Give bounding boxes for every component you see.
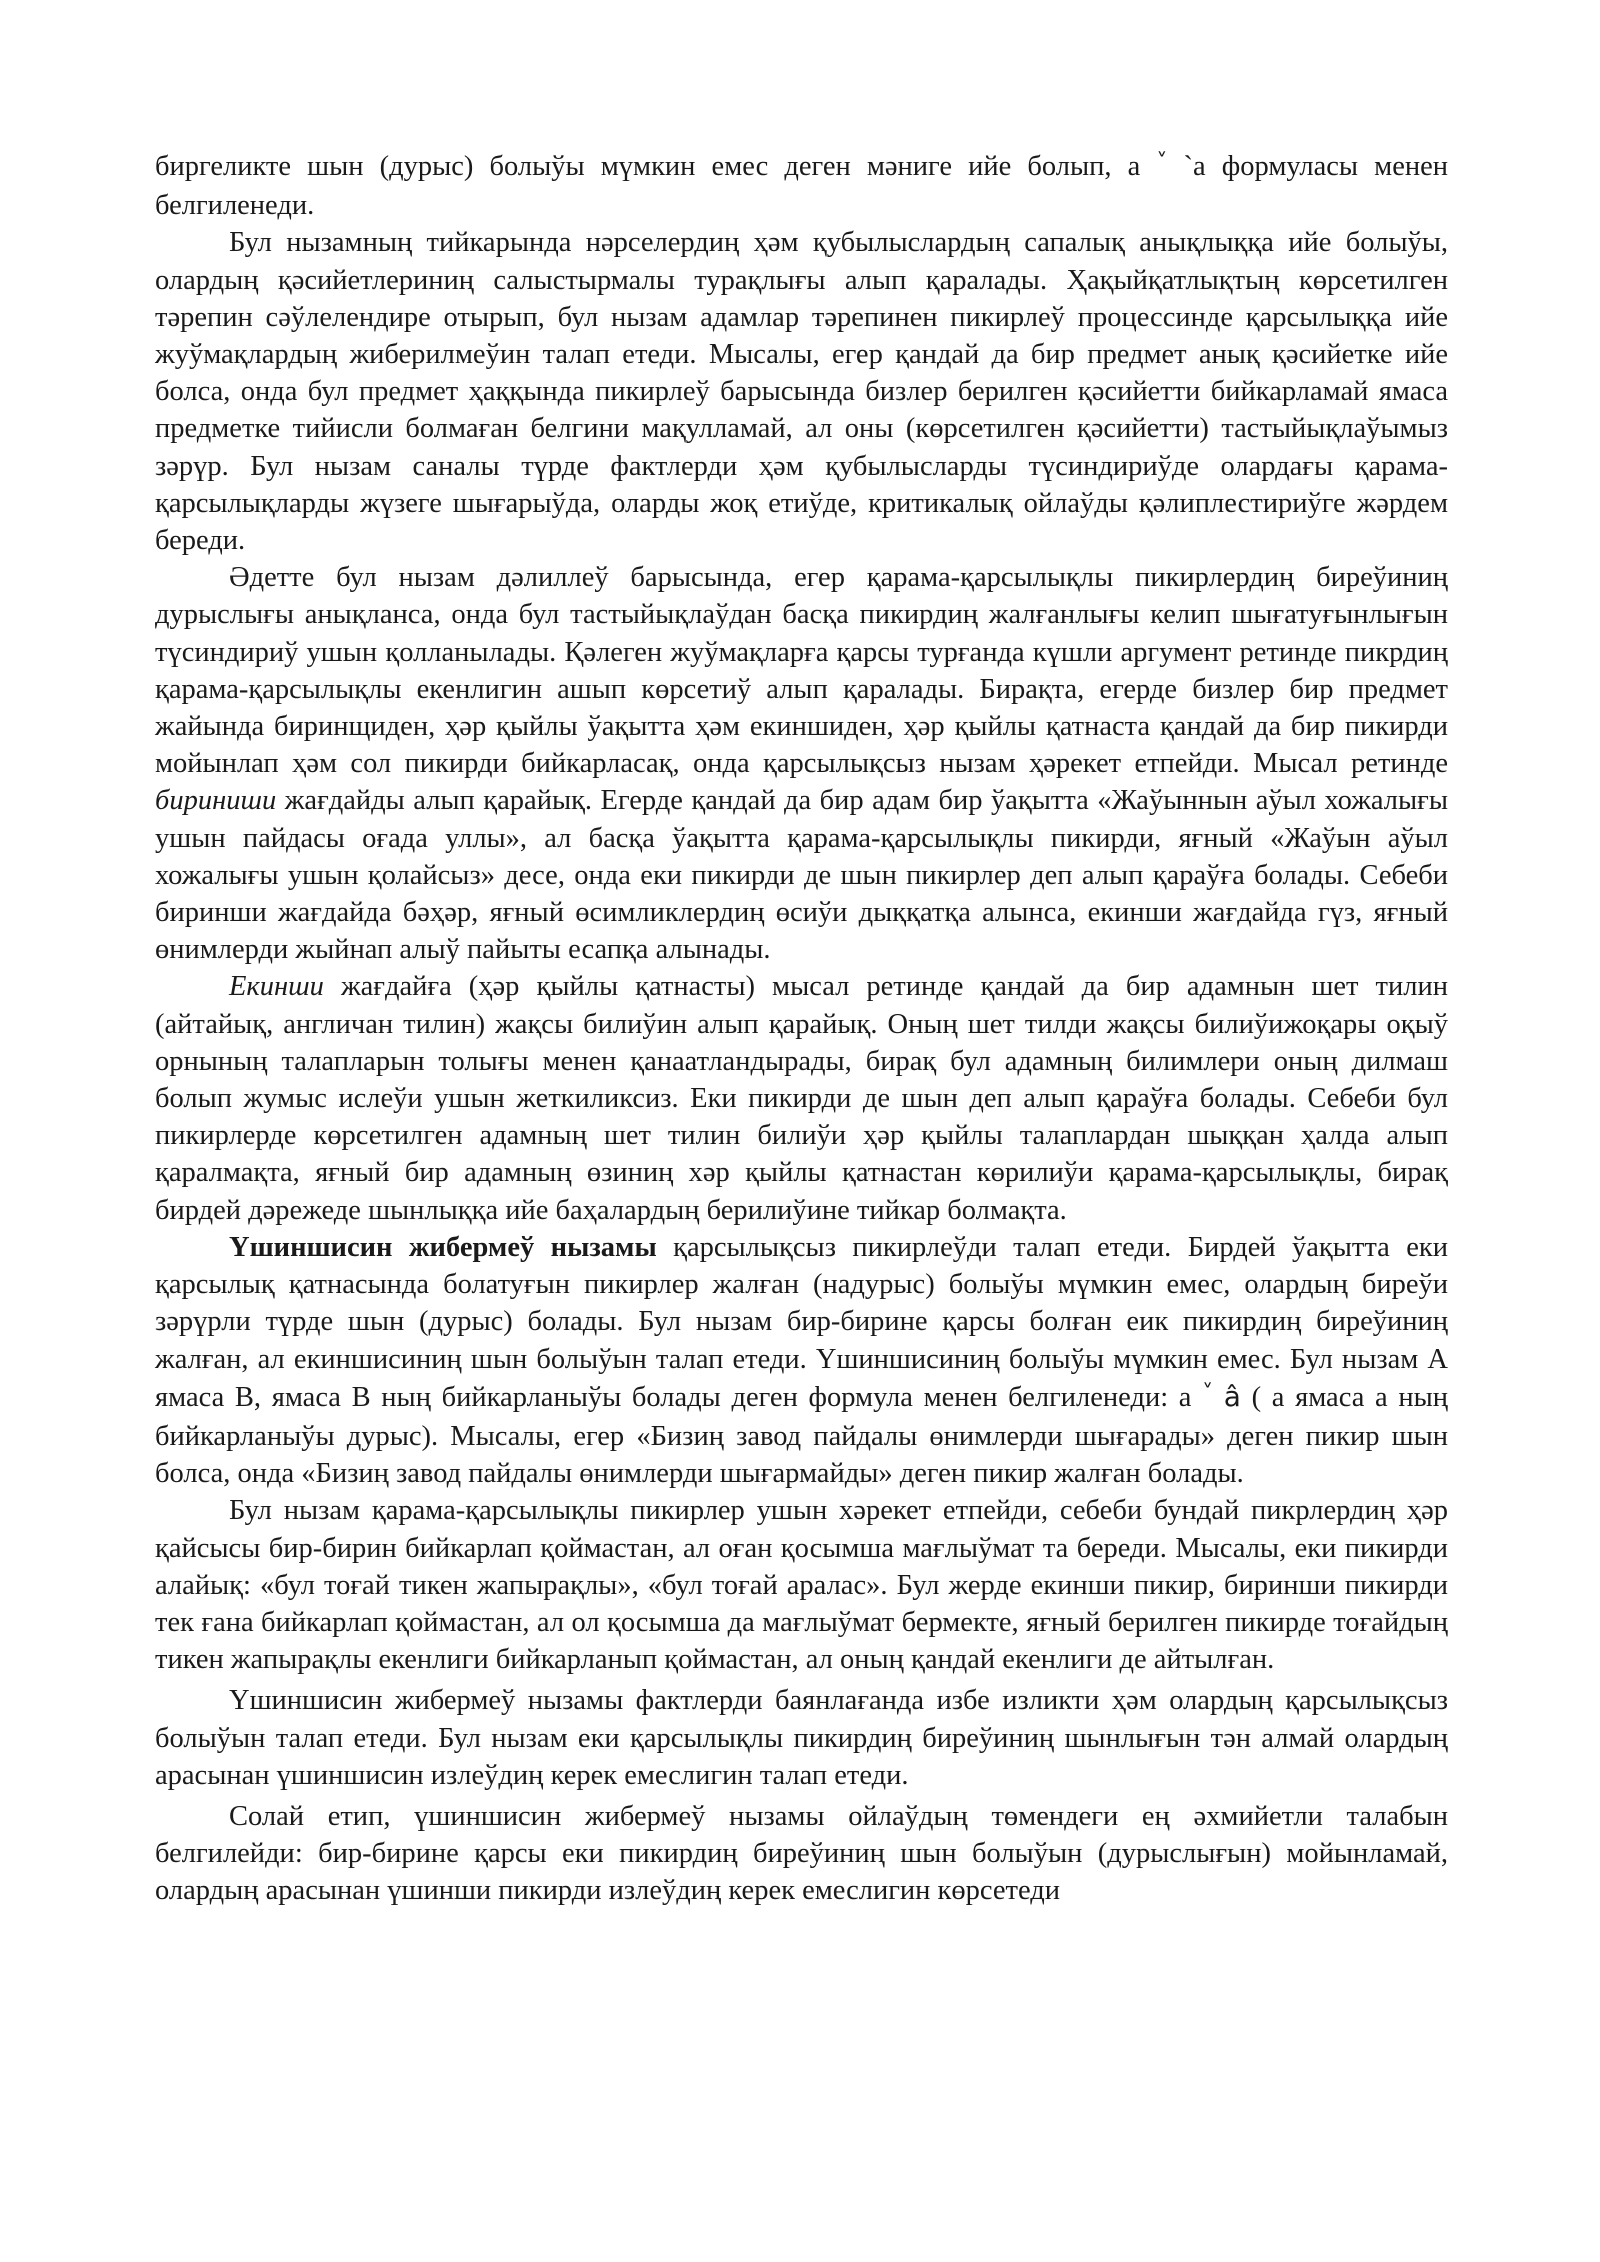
paragraph-2: Бул нызамның тийкарында нәрселердиң ҳәм қубылыслардың сапалық анықлыққа ийе болыўы, олардың қәсийетлериниң салыстырмалы турақлығы алып қаралады. Ҳақыйқатлықтың көрсетилген тәрепин сәўлелендире отырып, бул нызам адамлар тәрепинен пикирлеў процессинде қарсылыққа ийе жуўмақлардың жиберилмеўин талап етеди. Мысалы, егер қандай да бир предмет анық қәсийетке ийе болса, онда бул предмет ҳаққында пикирлеў барысында бизлер берилген қәсийетти бийкарламай ямаса предметке тийисли болмаған белгини мақулламай, ал оны (көрсетилген қәсийетти) тастыйықлаўымыз зәрүр. Бул нызам саналы түрде фактлерди ҳәм қубылысларды түсиндириўде олардағы қарама-қарсылықларды жүзеге шығарыўда, оларды жоқ етиўде, критикалық ойлаўды қәлиплестириўге жәрдем береди.: [155, 227, 1448, 557]
paragraph-3: [155, 559, 1448, 968]
paragraph-3-end: жағдайды алып қарайық. Егерде қандай да бир адам бир ўақытта «Жаўыннын аўыл хожалығы ушын пайдасы оғада уллы», ал басқа ўақытта қарама-қарсылықлы пикирди, яғный «Жаўын аўыл хожалығы ушын қолайсыз» десе, онда еки пикирди де шын пикирлер деп алып қараўға болады. Себеби биринши жағдайда бәҳәр, яғный өсимликлердиң өсиўи дыққатқа алынса, екинши жағдайда гүз, яғный өнимлерди жыйнап алыў пайыты есапқа алынады.: [155, 785, 1448, 966]
paragraph-5-text: қарсылықсыз пикирлеўди талап етеди. Бирдей ўақытта еки қарсылық қатнасында болатуғын пикирлер жалған (надурыс) болыўы мүмкин емес, олардың биреўи зәрүрли түрде шын (дурыс) болады. Бул нызам бир-бирине қарсы болған еик пикирдиң биреўиниң жалған, ал екиншисиниң шын болыўын талап етеди. Үшиншисиниң болыўы мүмкин емес. Бул нызам А ямаса В, ямаса В ның бийкарланыўы болады деген формула менен белгиленеди: а: [155, 1231, 1448, 1413]
paragraph-6: Бул нызам қарама-қарсылықлы пикирлер ушын хәрекет етпейди, себеби бундай пикрлердиң ҳәр қайсысы бир-бирин бийкарлап қоймастан, ал оған қосымша мағлыўмат та береди. Мысалы, еки пикирди алайық: «бул тоғай тикен жапырақлы», «бул тоғай аралас». Бул жерде екинши пикир, биринши пикирди тек ғана бийкарлап қоймастан, ал ол қосымша да мағлыўмат бермекте, яғный берилген пикирде тоғайдың тикен жапырақлы екенлиги бийкарланып қоймастан, ал оның қандай екенлиги де айтылған.: [155, 1495, 1448, 1676]
law-term-heading: Үшиншисин жибермеў нызамы: [229, 1231, 657, 1263]
paragraph-1-text: биргеликте шын (дурыс) болыўы мүмкин емес деген мәниге ийе болып, а: [155, 151, 1157, 182]
negation-symbol: â: [1223, 1379, 1241, 1413]
disjunction-symbol: ˅: [1156, 150, 1168, 175]
document-page: [155, 148, 1448, 1910]
paragraph-8: Солай етип, үшиншисин жибермеў нызамы ойлаўдың төмендеги ең әхмийетли талабын белгилейди: бир-бирине қарсы еки пикирдиң биреўиниң шын болыўын (дурыслығын) мойынламай, олардың арасынан үшинши пикирди излеўдиң керек емеслигин көрсетеди: [155, 1800, 1448, 1907]
paragraph-4: [155, 968, 1448, 1228]
paragraph-3-emphasis: бириниши: [155, 785, 277, 817]
paragraph-4-emphasis: Екинши: [229, 971, 324, 1003]
paragraph-5: [155, 1229, 1448, 1492]
paragraph-1-end: `а формуласы менен белгиленеди.: [155, 151, 1449, 222]
paragraph-1: [155, 148, 1448, 224]
paragraph-7: Үшиншисин жибермеў нызамы фактлерди баянлағанда избе изликти ҳәм олардың қарсылықсыз болыўын талап етеди. Бул нызам еки қарсылықлы пикирдиң биреўиниң шынлығын тән алмай олардың арасынан үшиншисин излеўдиң керек емеслигин талап етеди.: [155, 1685, 1448, 1791]
paragraph-5-end: ( а ямаса а ның бийкарланыўы дурыс). Мысалы, егер «Бизиң завод пайдалы өнимлерди шығарады» деген пикир шын болса, онда «Бизиң завод пайдалы өнимлерди шығармайды» деген пикир жалған болады.: [155, 1381, 1448, 1490]
paragraph-4-text: жағдайға (ҳәр қыйлы қатнасты) мысал ретинде қандай да бир адамнын шет тилин (айтайық, англичан тилин) жақсы билиўин алып қарайық. Оның шет тилди жақсы билиўижоқары оқыў орнының талапларын толығы менен қанаатландырады, бирақ бул адамның билимлери оның дилмаш болып жумыс ислеўи ушын жеткиликсиз. Еки пикирди де шын деп алып қараўға болады. Себеби бул пикирлерде көрсетилген адамның шет тилин билиўи ҳәр қыйлы талаплардан шыққан ҳалда алып қаралмақта, яғный бир адамның өзиниң хәр қыйлы қатнастан көрилиўи қарама-қарсылықлы, бирақ бирдей дәрежеде шынлыққа ийе баҳалардың берилиўине тийкар болмақта.: [155, 971, 1448, 1226]
paragraph-3-text: Әдетте бул нызам дәлиллеў барысында, егер қарама-қарсылықлы пикирлердиң биреўиниң дурыслығы анықланса, онда бул тастыйықлаўдан басқа пикирдиң жалғанлығы келип шығатуғынлығын түсиндириў ушын қолланылады. Қәлеген жуўмақларға қарсы турғанда күшли аргумент ретинде пикрдиң қарама-қарсылықлы екенлигин ашып көрсетиў алып қаралады. Бирақта, егерде бизлер бир предмет жайында биринщиден, ҳәр қыйлы ўақытта ҳәм екиншиден, ҳәр қыйлы қатнаста қандай да бир пикирди мойынлап ҳәм сол пикирди бийкарласақ, онда қарсылықсыз нызам ҳәрекет етпейди. Мысал ретинде: [155, 562, 1448, 780]
disjunction-symbol-2: ˅: [1202, 1380, 1214, 1406]
